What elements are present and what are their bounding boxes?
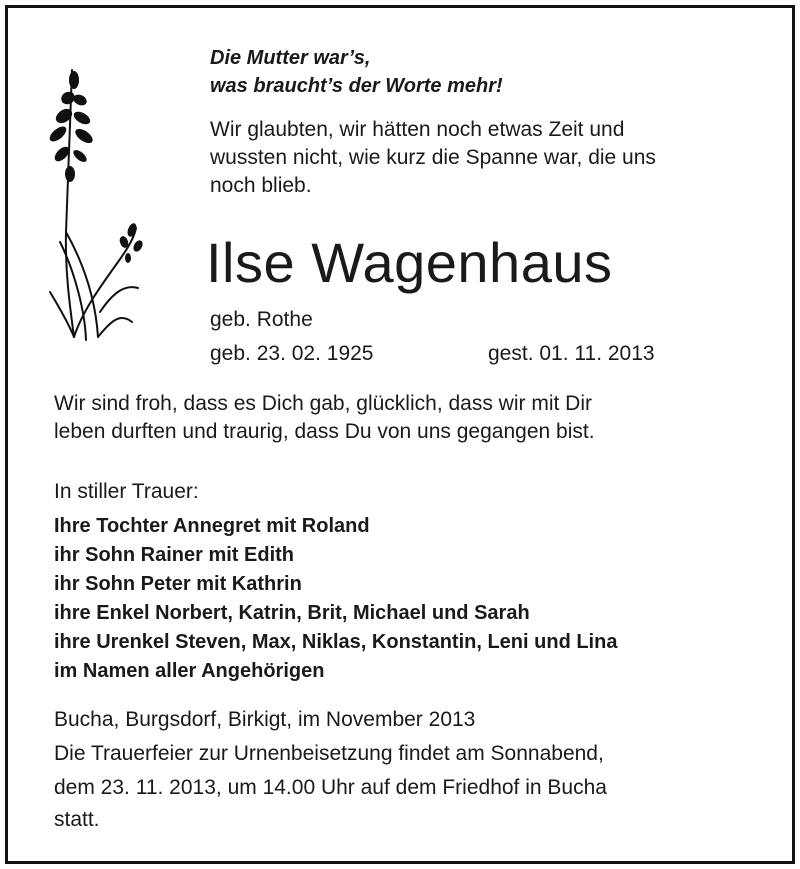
grass-illustration: [40, 62, 150, 342]
motto-line-1: Die Mutter war’s,: [210, 47, 371, 69]
tribute-line-1: Wir sind froh, dass es Dich gab, glücklich, dass wir mit Dir: [54, 392, 592, 415]
mourner-line: ihre Urenkel Steven, Max, Niklas, Konstantin, Leni und Lina: [54, 631, 618, 653]
death-date: gest. 01. 11. 2013: [488, 342, 655, 365]
place-and-date: Bucha, Burgsdorf, Birkigt, im November 2013: [54, 708, 476, 731]
motto-line-2: was braucht’s der Worte mehr!: [210, 75, 503, 97]
mourner-line: ihr Sohn Rainer mit Edith: [54, 544, 295, 566]
mourner-line: Ihre Tochter Annegret mit Roland: [54, 515, 370, 537]
ceremony-line-2: dem 23. 11. 2013, um 14.00 Uhr auf dem Friedhof in Bucha: [54, 776, 607, 799]
maiden-name: geb. Rothe: [210, 308, 313, 331]
tribute-line-2: leben durften und traurig, dass Du von uns gegangen bist.: [54, 420, 595, 443]
mourners-heading: In stiller Trauer:: [54, 480, 199, 503]
verse-line-3: noch blieb.: [210, 174, 312, 197]
mourner-line: im Namen aller Angehörigen: [54, 660, 325, 682]
verse-line-2: wussten nicht, wie kurz die Spanne war, die uns: [210, 146, 656, 169]
mourner-line: ihre Enkel Norbert, Katrin, Brit, Michael und Sarah: [54, 602, 530, 624]
ceremony-line-1: Die Trauerfeier zur Urnenbeisetzung findet am Sonnabend,: [54, 742, 604, 765]
deceased-name: Ilse Wagenhaus: [206, 231, 613, 294]
birth-date: geb. 23. 02. 1925: [210, 342, 374, 365]
verse-line-1: Wir glaubten, wir hätten noch etwas Zeit und: [210, 118, 625, 141]
mourner-line: ihr Sohn Peter mit Kathrin: [54, 573, 302, 595]
ceremony-line-3: statt.: [54, 808, 100, 831]
